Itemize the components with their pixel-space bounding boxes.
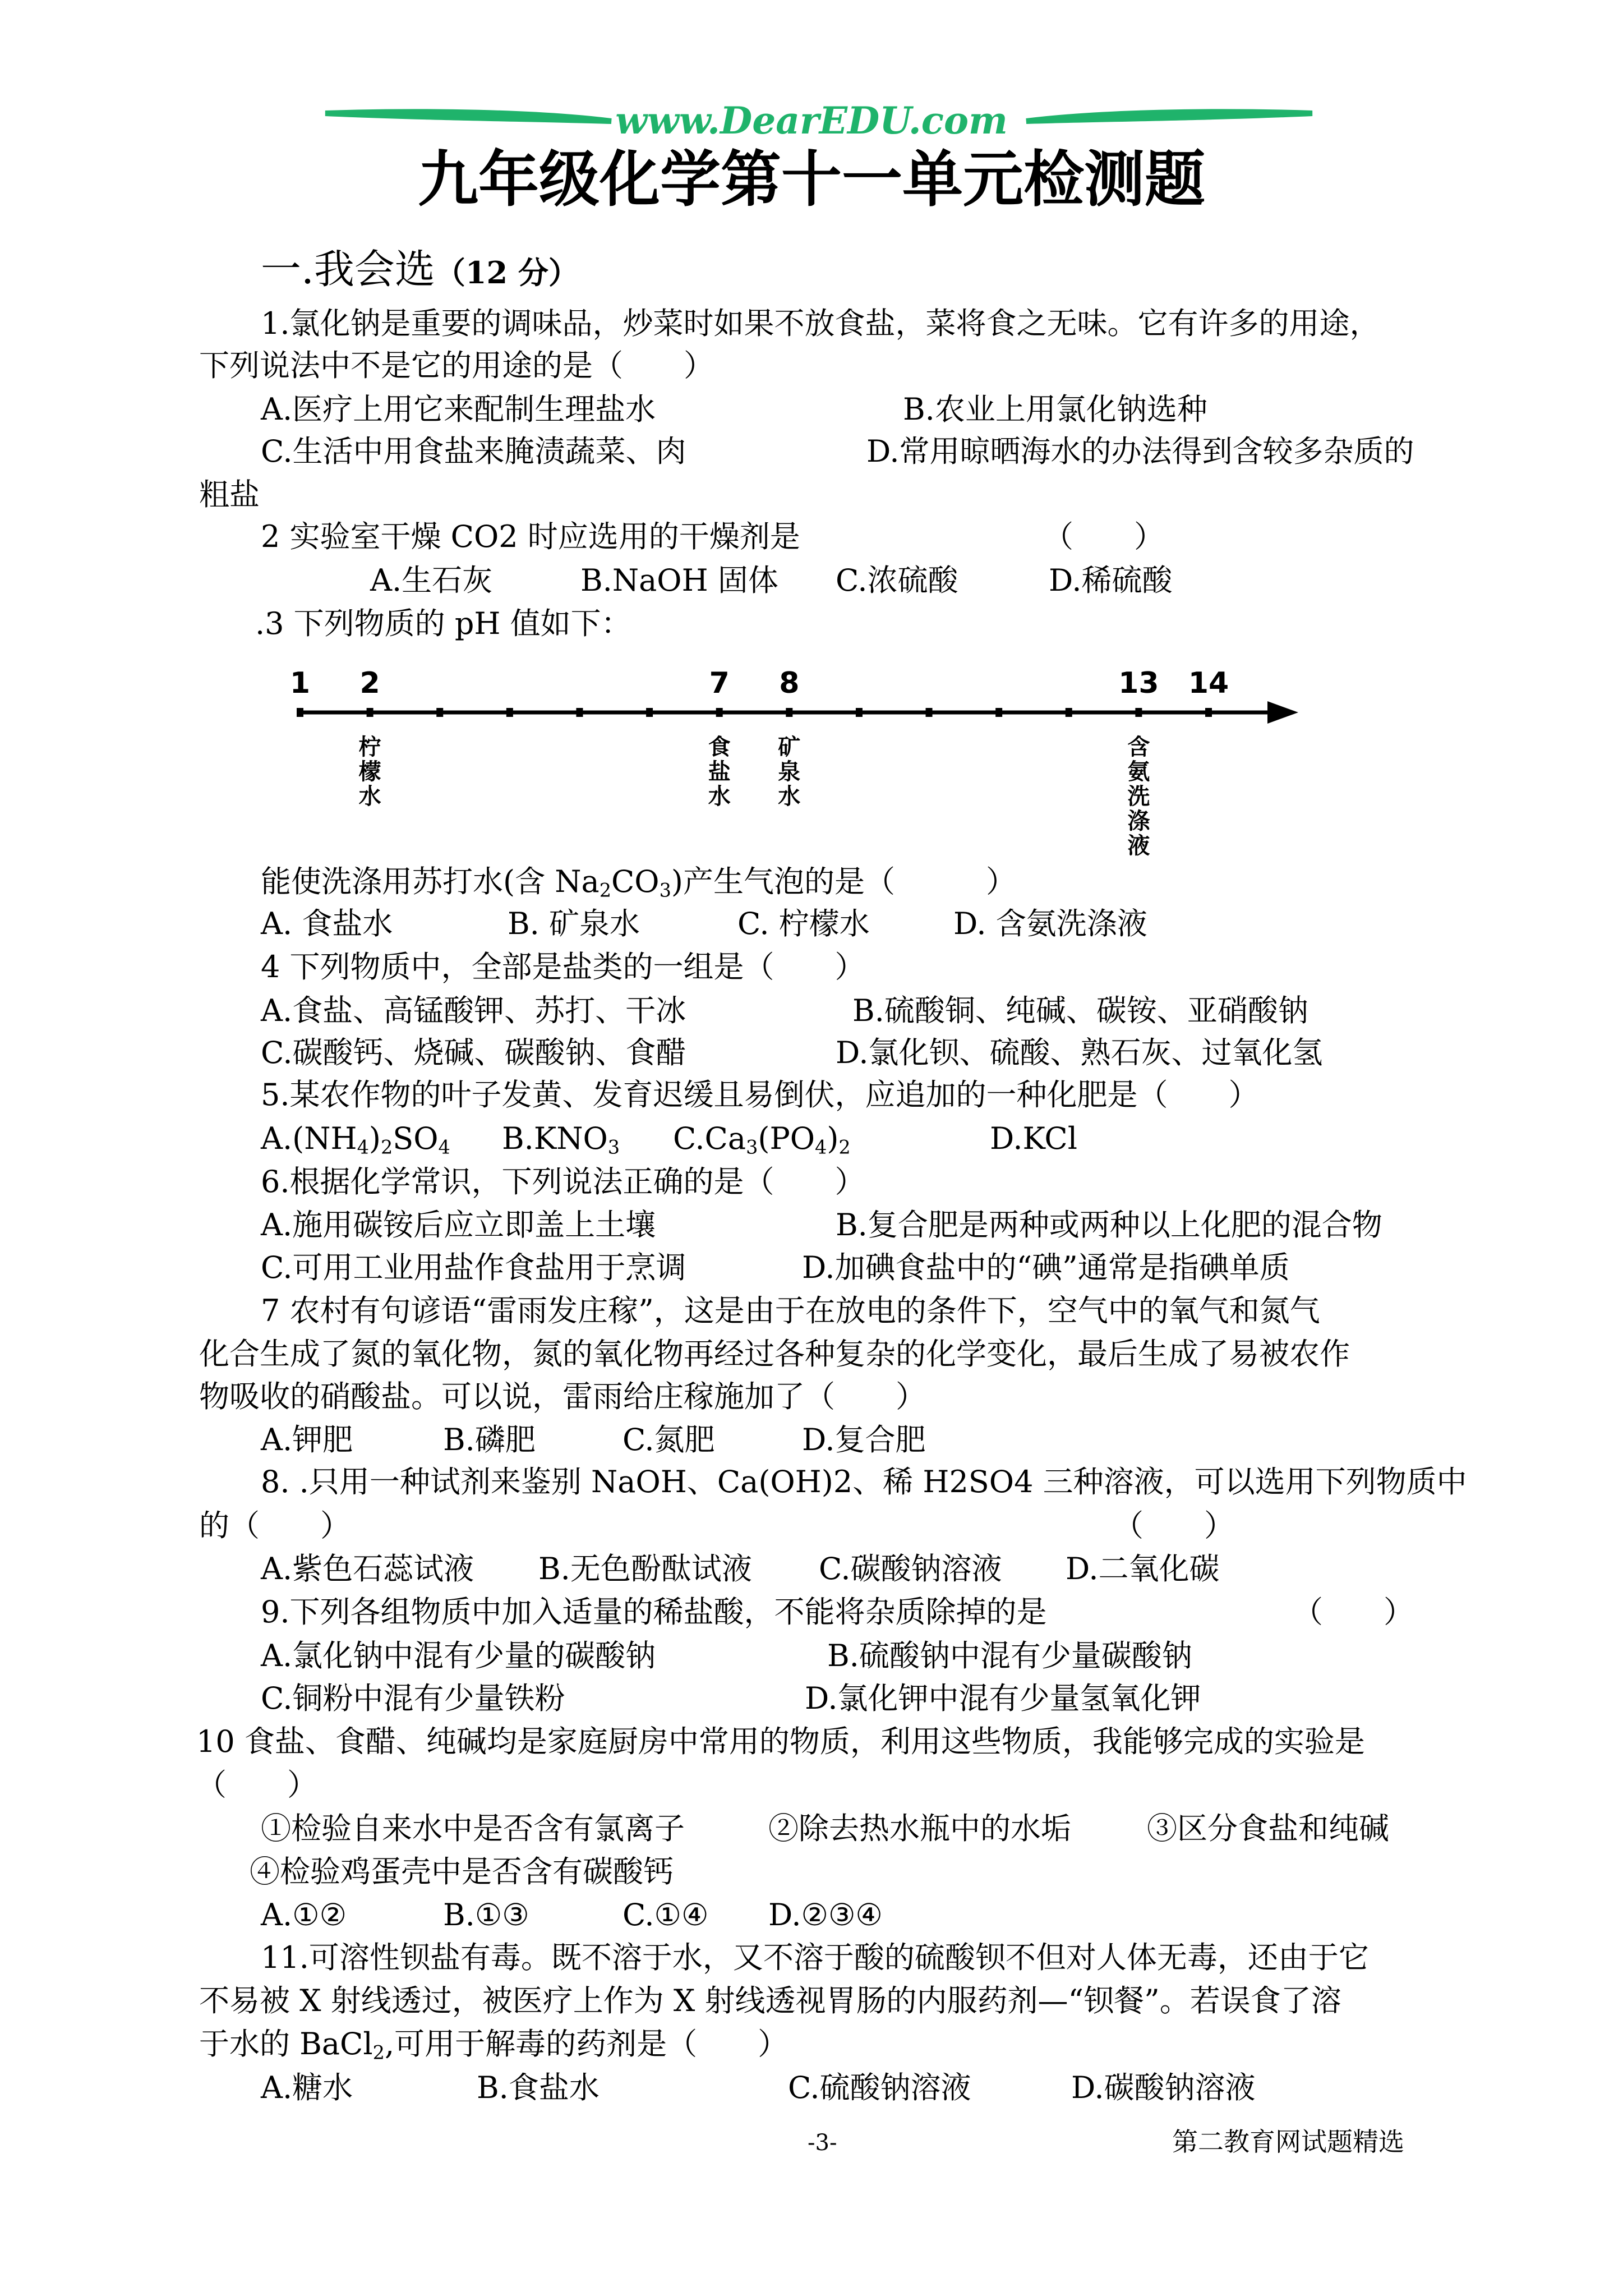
q8-text-line: 的（ ） bbox=[199, 1508, 351, 1543]
q7-option: A.钾肥 bbox=[261, 1422, 353, 1457]
q10-option: ④检验鸡蛋壳中是否含有碳酸钙 bbox=[250, 1854, 674, 1889]
footer-source: 第二教育网试题精选 bbox=[1172, 2127, 1404, 2157]
q7-text-line: 化合生成了氮的氧化物，氮的氧化物再经过各种复杂的化学变化，最后生成了易被农作 bbox=[199, 1336, 1350, 1372]
ph-marker-label: 洗 bbox=[1127, 784, 1150, 809]
ph-tick bbox=[506, 708, 513, 717]
q4-option: C.碳酸钙、烧碱、碳酸钠、食醋 bbox=[261, 1035, 686, 1070]
q7-text-line: 物吸收的硝酸盐。可以说，雷雨给庄稼施加了（ ） bbox=[199, 1379, 926, 1414]
page-number: -3- bbox=[808, 2130, 837, 2156]
q5-option: $B.KNO_3$ bbox=[502, 1121, 620, 1158]
q4-option: A.食盐、高锰酸钾、苏打、干冰 bbox=[261, 993, 686, 1028]
ph-marker-label: 盐 bbox=[708, 759, 731, 785]
ph-axis-arrow bbox=[1267, 701, 1298, 724]
logo-text: www.DearEDU.com bbox=[615, 99, 1008, 142]
ph-tick bbox=[926, 708, 933, 717]
q3-option: D. 含氨洗涤液 bbox=[953, 906, 1147, 941]
q6-option: A.施用碳铵后应立即盖上土壤 bbox=[261, 1207, 656, 1243]
ph-marker-label: 柠 bbox=[358, 734, 381, 760]
ph-marker-label: 水 bbox=[708, 784, 731, 809]
q8-option: D.二氧化碳 bbox=[1066, 1551, 1220, 1586]
q7-option: C.氮肥 bbox=[623, 1422, 715, 1457]
q1-option: C.生活中用食盐来腌渍蔬菜、肉 bbox=[261, 434, 686, 469]
q10-option: ①检验自来水中是否含有氯离子 bbox=[261, 1811, 685, 1846]
logo-swoosh-left bbox=[325, 112, 611, 121]
ph-marker-label: 檬 bbox=[358, 759, 381, 785]
ph-tick bbox=[716, 708, 723, 717]
q8-text-line: 8. .只用一种试剂来鉴别 NaOH、Ca(OH)2、稀 H2SO4 三种溶液，可以选用下列物质中 bbox=[261, 1464, 1467, 1499]
q5-option: D.KCl bbox=[990, 1121, 1078, 1156]
ph-tick-label: 2 bbox=[359, 666, 380, 700]
q10-text-line: （ ） bbox=[196, 1767, 317, 1802]
q2-option: A.生石灰 bbox=[370, 563, 493, 598]
ph-tick-label: 8 bbox=[779, 666, 800, 700]
ph-marker-label: 食 bbox=[708, 734, 731, 760]
ph-tick-label: 14 bbox=[1188, 666, 1229, 700]
ph-tick bbox=[856, 708, 863, 717]
q4-text-line: 4 下列物质中，全部是盐类的一组是（ ） bbox=[261, 949, 865, 984]
section-points: （12 分） bbox=[435, 255, 579, 291]
q10-option: A.①② bbox=[261, 1897, 347, 1932]
q3-prompt: 能使洗涤用苏打水(含 $Na_2CO_3$)产生气泡的是（ ） bbox=[261, 864, 1016, 901]
q3-option: C. 柠檬水 bbox=[737, 906, 870, 941]
q8-option: A.紫色石蕊试液 bbox=[261, 1551, 474, 1586]
q3-option: A. 食盐水 bbox=[261, 906, 393, 941]
q11-option: D.碳酸钠溶液 bbox=[1071, 2070, 1256, 2105]
q5-option: $A.(NH_4)_2SO_4$ bbox=[261, 1121, 450, 1158]
q10-option: ③区分食盐和纯碱 bbox=[1147, 1811, 1389, 1846]
ph-marker-label: 矿 bbox=[778, 734, 801, 760]
q10-text-line: 10 食盐、食醋、纯碱均是家庭厨房中常用的物质，利用这些物质，我能够完成的实验是 bbox=[196, 1724, 1365, 1759]
ph-tick bbox=[995, 708, 1002, 717]
section-label: 一.我会选 bbox=[261, 246, 435, 293]
ph-marker-label: 液 bbox=[1127, 833, 1150, 858]
q2-option: D.稀硫酸 bbox=[1049, 563, 1173, 598]
q2-option: C.浓硫酸 bbox=[836, 563, 958, 598]
q4-option: B.硫酸铜、纯碱、碳铵、亚硝酸钠 bbox=[852, 993, 1308, 1028]
q9-option: D.氯化钾中混有少量氢氧化钾 bbox=[805, 1681, 1201, 1716]
q1-option: B.农业上用氯化钠选种 bbox=[903, 392, 1207, 427]
q9-text-line: （ ） bbox=[1293, 1594, 1414, 1630]
ph-tick-label: 13 bbox=[1118, 666, 1159, 700]
q10-option: C.①④ bbox=[623, 1897, 709, 1932]
q10-option: ②除去热水瓶中的水垢 bbox=[768, 1811, 1071, 1846]
q6-text-line: 6.根据化学常识，下列说法正确的是（ ） bbox=[261, 1164, 865, 1199]
logo-swoosh-right bbox=[1026, 112, 1312, 121]
ph-scale-diagram bbox=[0, 656, 1623, 858]
q2-text-line: （ ） bbox=[1043, 519, 1164, 554]
q8-option: C.碳酸钠溶液 bbox=[819, 1551, 1002, 1586]
ph-marker-label: 含 bbox=[1127, 734, 1150, 760]
q9-option: B.硫酸钠中混有少量碳酸钠 bbox=[827, 1638, 1192, 1673]
q11-option: A.糖水 bbox=[261, 2070, 353, 2105]
q1-option: D.常用晾晒海水的办法得到含较多杂质的 bbox=[866, 434, 1414, 469]
ph-tick-label: 1 bbox=[289, 666, 311, 700]
q5-text-line: 5.某农作物的叶子发黄、发育迟缓且易倒伏，应追加的一种化肥是（ ） bbox=[261, 1077, 1259, 1112]
ph-tick bbox=[297, 708, 303, 717]
ph-tick-label: 7 bbox=[709, 666, 730, 700]
page-title: 九年级化学第十一单元检测题 bbox=[417, 144, 1205, 215]
ph-tick bbox=[576, 708, 583, 717]
ph-tick bbox=[1066, 708, 1072, 717]
q11-option: B.食盐水 bbox=[477, 2070, 600, 2105]
q7-text-line: 7 农村有句谚语“雷雨发庄稼”，这是由于在放电的条件下，空气中的氧气和氮气 bbox=[261, 1293, 1320, 1328]
q7-option: B.磷肥 bbox=[443, 1422, 536, 1457]
ph-tick bbox=[646, 708, 653, 717]
ph-tick bbox=[1205, 708, 1212, 717]
ph-marker-label: 泉 bbox=[778, 759, 801, 785]
q5-option: $C.Ca_3(PO_4)_2$ bbox=[673, 1121, 851, 1158]
q2-option: B.NaOH 固体 bbox=[580, 563, 778, 598]
q6-option: D.加碘食盐中的“碘”通常是指碘单质 bbox=[802, 1250, 1290, 1285]
q11-text-line: 不易被 X 射线透过，被医疗上作为 X 射线透视胃肠的内服药剂—“钡餐”。若误食了溶 bbox=[199, 1983, 1341, 2018]
q9-option: A.氯化钠中混有少量的碳酸钠 bbox=[261, 1638, 656, 1673]
q11-text-line: 11.可溶性钡盐有毒。既不溶于水，又不溶于酸的硫酸钡不但对人体无毒，还由于它 bbox=[261, 1940, 1369, 1975]
q10-option: D.②③④ bbox=[768, 1897, 883, 1932]
q1-text-line: 1.氯化钠是重要的调味品，炒菜时如果不放食盐，菜将食之无味。它有许多的用途， bbox=[261, 306, 1380, 341]
q1-option: A.医疗上用它来配制生理盐水 bbox=[261, 392, 656, 427]
q6-option: B.复合肥是两种或两种以上化肥的混合物 bbox=[836, 1207, 1382, 1243]
q11-text-line: 于水的 BaCl$_2$,可用于解毒的药剂是（ ） bbox=[199, 2026, 789, 2064]
ph-marker-label: 涤 bbox=[1127, 808, 1150, 834]
ph-marker-label: 水 bbox=[778, 784, 801, 809]
q1-text-line: 下列说法中不是它的用途的是（ ） bbox=[199, 348, 714, 383]
ph-marker-label: 水 bbox=[358, 784, 381, 809]
ph-marker-label: 氨 bbox=[1127, 759, 1150, 785]
ph-tick bbox=[1135, 708, 1142, 717]
q3-text-line: .3 下列物质的 pH 值如下： bbox=[255, 606, 631, 641]
q7-option: D.复合肥 bbox=[802, 1422, 926, 1457]
q11-option: C.硫酸钠溶液 bbox=[788, 2070, 971, 2105]
ph-tick bbox=[786, 708, 792, 717]
ph-tick bbox=[367, 708, 374, 717]
q3-option: B. 矿泉水 bbox=[508, 906, 640, 941]
q1-option: 粗盐 bbox=[199, 477, 260, 512]
q10-option: B.①③ bbox=[443, 1897, 529, 1932]
ph-tick bbox=[436, 708, 443, 717]
q9-text-line: 9.下列各组物质中加入适量的稀盐酸，不能将杂质除掉的是 bbox=[261, 1594, 1047, 1630]
q2-text-line: 2 实验室干燥 CO2 时应选用的干燥剂是 bbox=[261, 519, 800, 554]
q8-text-line: （ ） bbox=[1113, 1508, 1234, 1543]
section-heading bbox=[261, 244, 579, 298]
q6-option: C.可用工业用盐作食盐用于烹调 bbox=[261, 1250, 686, 1285]
q9-option: C.铜粉中混有少量铁粉 bbox=[261, 1681, 565, 1716]
q8-option: B.无色酚酞试液 bbox=[538, 1551, 752, 1586]
q4-option: D.氯化钡、硫酸、熟石灰、过氧化氢 bbox=[836, 1035, 1323, 1070]
